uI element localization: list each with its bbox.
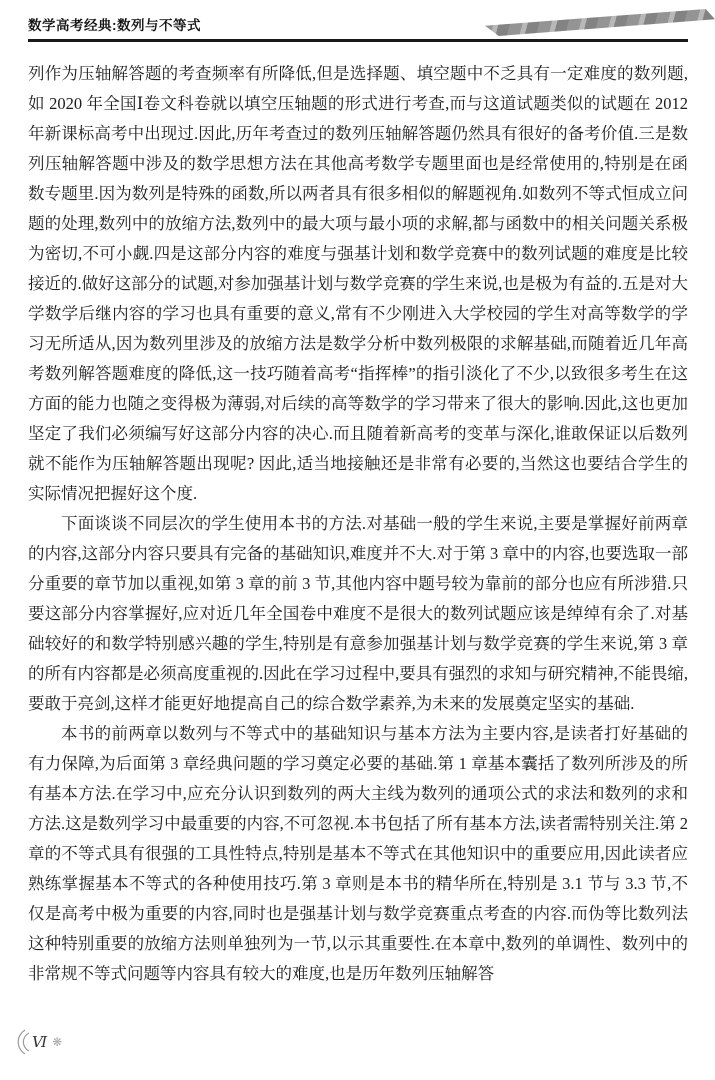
body-paragraph: 列作为压轴解答题的考查频率有所降低,但是选择题、填空题中不乏具有一定难度的数列题,如 2020 年全国Ⅰ卷文科卷就以填空压轴题的形式进行考查,而与这道试题类似的试题在 2012 年新课标高考中出现过.因此,历年考查过的数列压轴解答题仍然具有很好的备考价值.三是数列压轴解答题中涉及的数学思想方法在其他高考数学专题里面也是经常使用的,特别是在函数专题里.因为数列是特殊的函数,所以两者具有很多相似的解题视角.如数列不等式恒成立问题的处理,数列中的放缩方法,数列中的最大项与最小项的求解,都与函数中的相关问题关系极为密切,不可小觑.四是这部分内容的难度与强基计划和数学竞赛中的数列试题的难度是比较接近的.做好这部分的试题,对参加强基计划与数学竞赛的学生来说,也是极为有益的.五是对大学数学后继内容的学习也具有重要的意义,常有不少刚进入大学校园的学生对高等数学的学习无所适从,因为数列里涉及的放缩方法是数学分析中数列极限的求解基础,而随着近几年高考数列解答题难度的降低,这一技巧随着高考“指挥棒”的指引淡化了不少,以致很多考生在这方面的能力也随之变得极为薄弱,对后续的高等数学的学习带来了很大的影响.因此,这也更加坚定了我们必须编写好这部分内容的决心.而且随着新高考的变革与深化,谁敢保证以后数列就不能作为压轴解答题出现呢? 因此,适当地接触还是非常有必要的,当然这也要结合学生的实际情况把握好这个度.: [28, 64, 688, 503]
body-paragraph: 下面谈谈不同层次的学生使用本书的方法.对基础一般的学生来说,主要是掌握好前两章的内容,这部分内容只要具有完备的基础知识,难度并不大.对于第 3 章中的内容,也要选取一部分重要的章节加以重视,如第 3 章的前 3 节,其他内容中题号较为靠前的部分也应有所涉猎.只要这部分内容掌握好,应对近几年全国卷中难度不是很大的数列试题应该是绰绰有余了.对基础较好的和数学特别感兴趣的学生,特别是有意参加强基计划与数学竞赛的学生来说,第 3 章的所有内容都是必须高度重视的.因此在学习过程中,要具有强烈的求知与研究精神,不能畏缩,要敢于亮剑,这样才能更好地提高自己的综合数学素养,为未来的发展奠定坚实的基础.: [28, 514, 689, 713]
page-number: Ⅵ: [32, 1034, 49, 1051]
body-paragraph: 本书的前两章以数列与不等式中的基础知识与基本方法为主要内容,是读者打好基础的有力保障,为后面第 3 章经典问题的学习奠定必要的基础.第 1 章基本囊括了数列所涉及的所有基本方法.在学习中,应充分认识到数列的两大主线为数列的通项公式的求法和数列的求和方法.这是数列学习中最重要的内容,不可忽视.本书包括了所有基本方法,读者需特别关注.第 2 章的不等式具有很强的工具性特点,特别是基本不等式在其他知识中的重要应用,因此读者应熟练掌握基本不等式的各种使用技巧.第 3 章则是本书的精华所在,特别是 3.1 节与 3.3 节,不仅是高考中极为重要的内容,同时也是强基计划与数学竞赛重点考查的内容.而伪等比数列法这种特别重要的放缩方法则单独列为一节,以示其重要性.在本章中,数列的单调性、数列中的非常规不等式问题等内容具有较大的难度,也是历年数列压轴解答: [28, 724, 688, 983]
page-body: [28, 59, 688, 989]
flower-icon: ❋: [52, 1035, 63, 1049]
page-footer: [15, 1029, 62, 1055]
page-header: [28, 14, 688, 42]
footer-arcs-decoration: [15, 1029, 31, 1055]
header-rule: [28, 39, 688, 42]
running-head-title: 数学高考经典:数列与不等式: [28, 18, 201, 33]
